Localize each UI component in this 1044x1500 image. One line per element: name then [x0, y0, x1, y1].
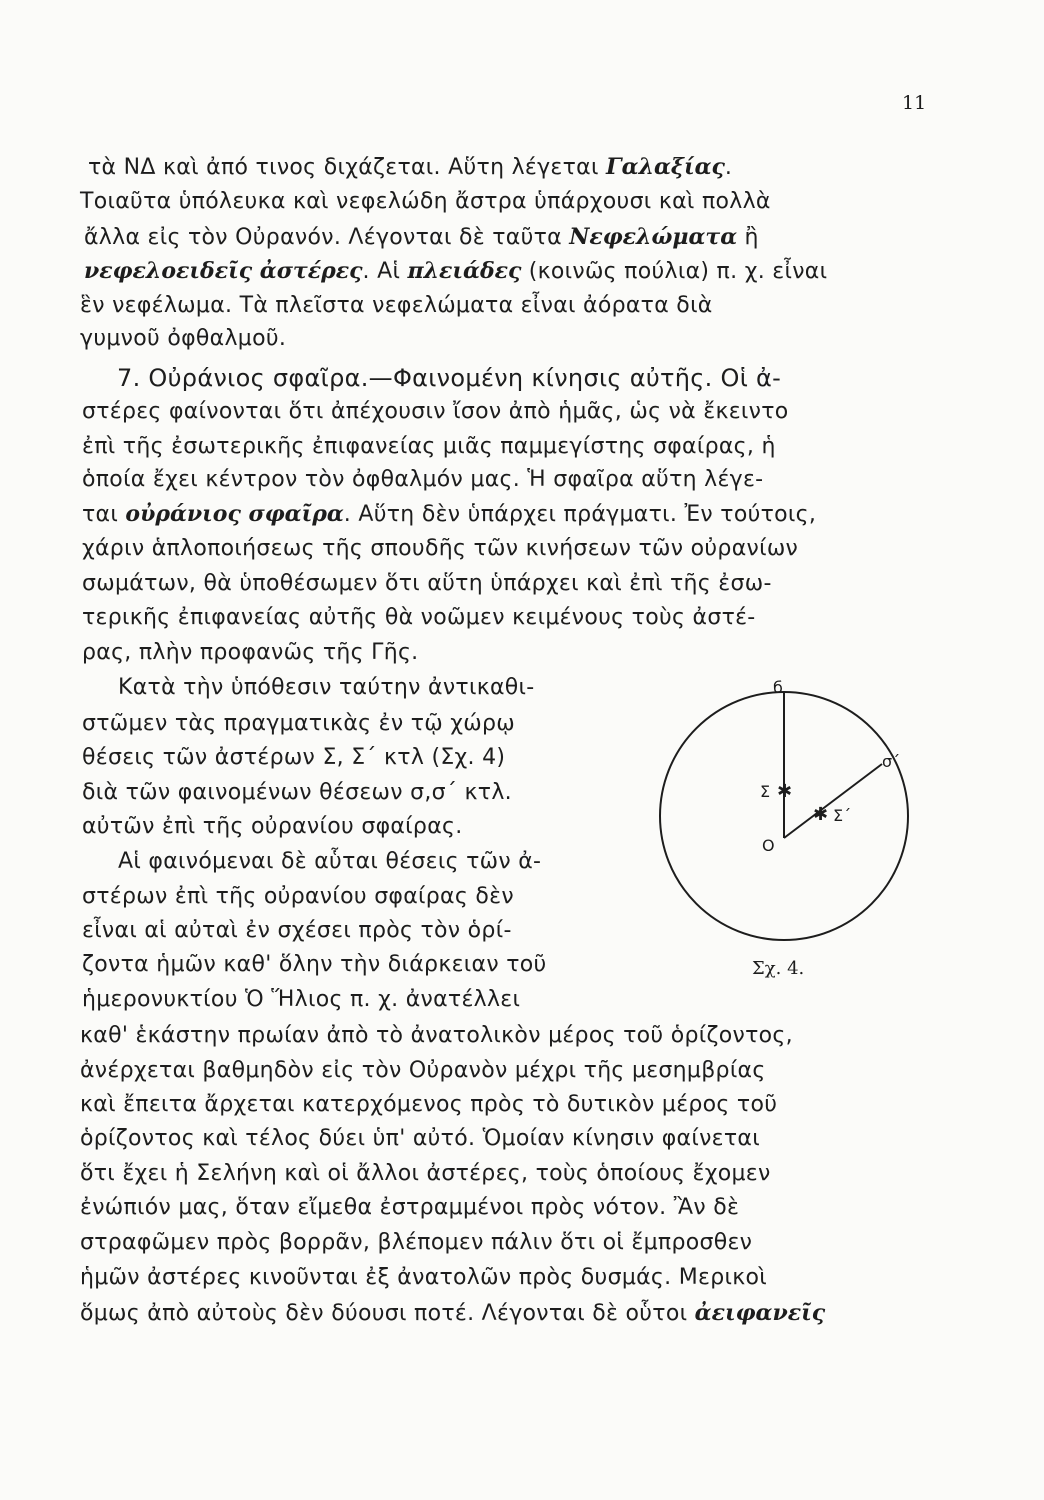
text-line: ἄλλα εἰς τὸν Οὐρανόν. Λέγονται δὲ ταῦτα Νεφελώματα ἢ: [84, 224, 759, 250]
text-line: Κατὰ τὴν ὑπόθεσιν ταύτην ἀντικαθι-: [118, 675, 535, 700]
figure-label-projection: σ΄: [882, 752, 901, 771]
star-marker: ✱: [813, 804, 829, 825]
text-line: ἐπὶ τῆς ἐσωτερικῆς ἐπιφανείας μιᾶς παμμεγίστης σφαίρας, ἡ: [82, 434, 776, 459]
figure-label-star-prime: Σ΄: [833, 806, 852, 825]
text-line: ὁρίζοντος καὶ τέλος δύει ὑπ' αὐτό. Ὁμοίαν κίνησιν φαίνεται: [80, 1126, 760, 1151]
text-line: ἓν νεφέλωμα. Τὰ πλεῖστα νεφελώματα εἶναι ἀόρατα διὰ: [80, 293, 713, 318]
text-line: ται οὐράνιος σφαῖρα. Αὕτη δὲν ὑπάρχει πράγματι. Ἐν τούτοις,: [82, 501, 817, 527]
text-line: στραφῶμεν πρὸς βορρᾶν, βλέπομεν πάλιν ὅτι οἱ ἔμπροσθεν: [80, 1230, 753, 1255]
text-line: καὶ ἔπειτα ἄρχεται κατερχόμενος πρὸς τὸ δυτικὸν μέρος τοῦ: [80, 1092, 778, 1117]
page-number: 11: [902, 92, 927, 114]
text-line: στέρες φαίνονται ὅτι ἀπέχουσιν ἴσον ἀπὸ ἡμᾶς, ὡς νὰ ἔκειντο: [82, 399, 789, 424]
text-line: ὅμως ἀπὸ αὐτοὺς δὲν δύουσι ποτέ. Λέγονται δὲ οὗτοι ἀειφανεῖς: [80, 1300, 826, 1326]
star-marker: ✱: [777, 781, 793, 802]
text-line: αὐτῶν ἐπὶ τῆς οὐρανίου σφαίρας.: [82, 814, 463, 839]
figure-label-center: O: [762, 836, 775, 855]
text-line: στῶμεν τὰς πραγματικὰς ἐν τῷ χώρῳ: [82, 711, 515, 736]
text-line: ἀνέρχεται βαθμηδὸν εἰς τὸν Οὐρανὸν μέχρι τῆς μεσημβρίας: [80, 1058, 766, 1083]
radius-line-oblique: [784, 764, 882, 838]
figure-4-celestial-sphere: [650, 690, 950, 990]
text-line: τὰ ΝΔ καὶ ἀπό τινος διχάζεται. Αὕτη λέγεται Γαλαξίας.: [88, 154, 733, 180]
text-line: ὅτι ἔχει ἡ Σελήνη καὶ οἱ ἄλλοι ἀστέρες, τοὺς ὁποίους ἔχομεν: [80, 1161, 771, 1186]
text-line: σωμάτων, θὰ ὑποθέσωμεν ὅτι αὕτη ὑπάρχει καὶ ἐπὶ τῆς ἐσω-: [82, 571, 772, 596]
text-line: θέσεις τῶν ἀστέρων Σ, Σ΄ κτλ (Σχ. 4): [82, 745, 506, 770]
text-line: χάριν ἁπλοποιήσεως τῆς σπουδῆς τῶν κινήσεων τῶν οὐρανίων: [82, 536, 799, 561]
text-line: Αἱ φαινόμεναι δὲ αὗται θέσεις τῶν ἀ-: [118, 849, 542, 874]
figure-caption: Σχ. 4.: [752, 958, 805, 979]
text-line: διὰ τῶν φαινομένων θέσεων σ,σ΄ κτλ.: [82, 780, 512, 805]
text-line: ὁποία ἔχει κέντρον τὸν ὀφθαλμόν μας. Ἡ σφαῖρα αὕτη λέγε-: [82, 467, 764, 492]
text-line: ἐνώπιόν μας, ὅταν εἴμεθα ἐστραμμένοι πρὸς νότον. Ἂν δὲ: [80, 1195, 740, 1220]
text-line: ρας, πλὴν προφανῶς τῆς Γῆς.: [82, 640, 419, 665]
text-line: τερικῆς ἐπιφανείας αὐτῆς θὰ νοῶμεν κειμένους τοὺς ἀστέ-: [82, 605, 756, 630]
text-line: γυμνοῦ ὀφθαλμοῦ.: [80, 326, 287, 351]
text-line: Τοιαῦτα ὑπόλευκα καὶ νεφελώδη ἄστρα ὑπάρχουσι καὶ πολλὰ: [80, 189, 771, 214]
text-line: νεφελοειδεῖς ἀστέρες. Αἱ πλειάδες (κοινῶς πούλια) π. χ. εἶναι: [84, 258, 828, 284]
text-line: καθ' ἑκάστην πρωίαν ἀπὸ τὸ ἀνατολικὸν μέρος τοῦ ὁρίζοντος,: [80, 1023, 793, 1048]
text-line: στέρων ἐπὶ τῆς οὐρανίου σφαίρας δὲν: [82, 884, 514, 909]
figure-label-star: Σ: [760, 782, 771, 801]
text-line: ζοντα ἡμῶν καθ' ὅλην τὴν διάρκειαν τοῦ: [82, 952, 547, 977]
text-line: ἡμερονυκτίου Ὁ Ἥλιος π. χ. ἀνατέλλει: [82, 987, 521, 1012]
section-heading: 7. Οὐράνιος σφαῖρα.—Φαινομένη κίνησις αὐτῆς. Οἱ ἀ-: [117, 364, 782, 392]
text-line: εἶναι αἱ αὐταὶ ἐν σχέσει πρὸς τὸν ὁρί-: [82, 918, 512, 943]
text-line: ἡμῶν ἀστέρες κινοῦνται ἐξ ἀνατολῶν πρὸς δυσμάς. Μερικοὶ: [80, 1265, 767, 1290]
figure-label-top: б: [773, 678, 783, 697]
